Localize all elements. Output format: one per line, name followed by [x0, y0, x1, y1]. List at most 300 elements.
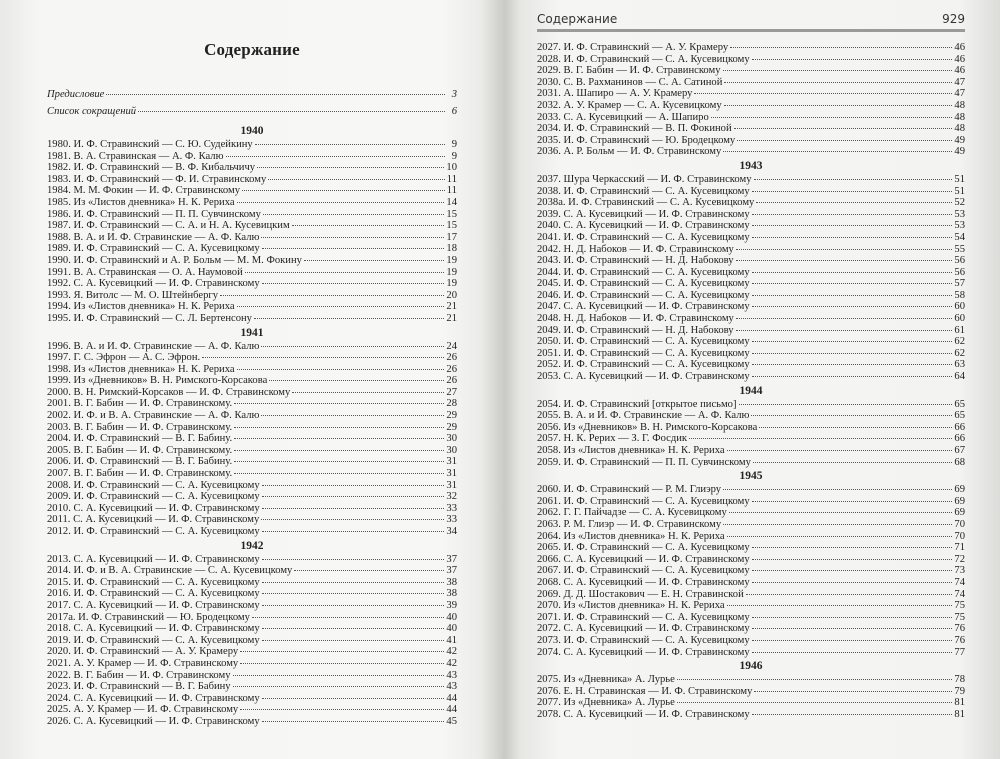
dot-leader	[752, 628, 953, 629]
toc-entry[interactable]	[47, 658, 457, 670]
toc-entry-title: 1985. Из «Листов дневника» Н. К. Рериха	[47, 196, 235, 208]
toc-entry-title: 2067. И. Ф. Стравинский — С. А. Кусевицкому	[537, 565, 750, 577]
toc-entry[interactable]	[537, 709, 965, 721]
toc-entry[interactable]	[537, 135, 965, 147]
toc-entry-title: 2038а. И. Ф. Стравинский — С. А. Кусевицкому	[537, 197, 755, 209]
dot-leader	[752, 559, 953, 560]
dot-leader	[262, 485, 445, 486]
year-section	[537, 159, 965, 383]
toc-entry[interactable]	[537, 531, 965, 543]
toc-entry-page: 72	[954, 553, 965, 565]
dot-leader	[752, 364, 953, 365]
dot-leader	[263, 214, 445, 215]
toc-entry-page: 76	[954, 623, 965, 635]
toc-entry[interactable]	[47, 151, 457, 163]
dot-leader	[252, 617, 444, 618]
toc-entry-page: 57	[954, 278, 965, 290]
toc-entry[interactable]	[47, 503, 457, 515]
dot-leader	[752, 617, 953, 618]
toc-entry[interactable]	[47, 588, 457, 600]
toc-entry-page: 31	[446, 468, 457, 480]
dot-leader	[752, 283, 953, 284]
toc-entry[interactable]	[47, 313, 457, 325]
toc-entry-title: 2037. Шура Черкасский — И. Ф. Стравинскому	[537, 173, 752, 185]
dot-leader	[736, 249, 953, 250]
toc-entry-page: 41	[446, 634, 457, 646]
year-heading: 1944	[739, 384, 763, 397]
toc-entry[interactable]	[537, 635, 965, 647]
toc-entry-title: 2047. С. А. Кусевицкий — И. Ф. Стравинскому	[537, 301, 750, 313]
dot-leader	[262, 721, 445, 722]
toc-entry[interactable]	[47, 422, 457, 434]
toc-entry-page: 62	[954, 347, 965, 359]
toc-entry-page: 26	[446, 375, 457, 387]
toc-entry[interactable]	[537, 54, 965, 66]
toc-entry[interactable]	[537, 371, 965, 383]
toc-entry[interactable]	[47, 232, 457, 244]
toc-entry[interactable]	[537, 325, 965, 337]
toc-entry[interactable]	[47, 185, 457, 197]
toc-entry[interactable]	[537, 244, 965, 256]
toc-entry-title: 2005. В. Г. Бабин — И. Ф. Стравинскому.	[47, 444, 233, 456]
toc-entry[interactable]	[47, 514, 457, 526]
toc-entry-title: 2039. С. А. Кусевицкий — И. Ф. Стравинскому	[537, 208, 750, 220]
toc-entry[interactable]	[47, 456, 457, 468]
year-heading: 1943	[739, 159, 763, 172]
toc-entry-page: 60	[954, 313, 965, 325]
dot-leader	[269, 380, 444, 381]
toc-entry[interactable]	[537, 445, 965, 457]
toc-entry-page: 66	[954, 433, 965, 445]
toc-entry[interactable]	[537, 542, 965, 554]
dot-leader	[724, 82, 952, 83]
toc-entry[interactable]	[537, 197, 965, 209]
dot-leader	[752, 582, 953, 583]
toc-entry[interactable]	[537, 42, 965, 54]
dot-leader	[234, 473, 444, 474]
toc-entry[interactable]	[47, 398, 457, 410]
dot-leader	[233, 675, 445, 676]
toc-entry[interactable]	[47, 267, 457, 279]
toc-entry-title: 2022. В. Г. Бабин — И. Ф. Стравинскому	[47, 669, 231, 681]
toc-entry-title: 2049. И. Ф. Стравинский — Н. Д. Набокову	[537, 324, 734, 336]
year-section	[537, 42, 965, 158]
toc-entry-title: 2050. И. Ф. Стравинский — С. А. Кусевицкому	[537, 336, 750, 348]
toc-entry-page: 19	[446, 254, 457, 266]
dot-leader	[759, 427, 952, 428]
toc-entry-title: 1981. В. А. Стравинская — А. Ф. Калю	[47, 150, 224, 162]
toc-entry-title: 1998. Из «Листов дневника» Н. К. Рериха	[47, 363, 235, 375]
dot-leader	[262, 640, 445, 641]
toc-entry-page: 30	[446, 444, 457, 456]
toc-entry-page: 32	[446, 491, 457, 503]
toc-entry-title: 2009. И. Ф. Стравинский — С. А. Кусевицкому	[47, 491, 260, 503]
toc-entry[interactable]	[47, 554, 457, 566]
toc-entry[interactable]	[537, 507, 965, 519]
year-section	[47, 124, 457, 325]
dot-leader	[261, 519, 444, 520]
dot-leader	[234, 450, 444, 451]
toc-entry-page: 74	[954, 576, 965, 588]
toc-entry-title: 2021. А. У. Крамер — И. Ф. Стравинскому	[47, 657, 239, 669]
toc-entry-title: 1987. И. Ф. Стравинский — С. А. и Н. А. Кусевицким	[47, 220, 290, 232]
year-heading: 1942	[240, 539, 264, 552]
toc-entry-page: 46	[954, 53, 965, 65]
year-section	[47, 326, 457, 538]
toc-entry-title: 1994. Из «Листов дневника» Н. К. Рериха	[47, 301, 235, 313]
dot-leader	[237, 369, 445, 370]
toc-entry-page: 17	[446, 231, 457, 243]
toc-entry[interactable]	[537, 612, 965, 624]
toc-entry-page: 67	[954, 445, 965, 456]
toc-entry-page: 33	[446, 514, 457, 526]
toc-entry[interactable]	[47, 565, 457, 577]
toc-entry-title: 2066. С. А. Кусевицкий — И. Ф. Стравинскому	[537, 553, 750, 565]
toc-entry-title: 2002. И. Ф. и В. А. Стравинские — А. Ф. Калю	[47, 410, 260, 422]
toc-entry-title: 2017. С. А. Кусевицкий — И. Ф. Стравинскому	[47, 599, 260, 611]
toc-entry-page: 46	[954, 42, 965, 53]
dot-leader	[262, 628, 445, 629]
toc-entry-title: 2007. В. Г. Бабин — И. Ф. Стравинскому.	[47, 468, 233, 480]
toc-entry[interactable]	[47, 255, 457, 267]
toc-entry-page: 63	[954, 359, 965, 371]
toc-entry[interactable]	[47, 341, 457, 353]
toc-entry-title: 1983. И. Ф. Стравинский — Ф. И. Стравинскому	[47, 173, 267, 185]
toc-entry[interactable]	[47, 209, 457, 221]
dot-leader	[237, 306, 445, 307]
toc-entry[interactable]	[47, 290, 457, 302]
running-head-title: Содержание	[537, 12, 618, 26]
toc-entry-title: 1990. И. Ф. Стравинский и А. Р. Больм — М. М. Фокину	[47, 254, 302, 266]
dot-leader	[240, 709, 444, 710]
toc-entry-page: 38	[446, 576, 457, 588]
toc-entry[interactable]	[537, 290, 965, 302]
toc-entry[interactable]	[47, 480, 457, 492]
toc-entry[interactable]	[537, 301, 965, 313]
toc-entry[interactable]	[47, 301, 457, 313]
dot-leader	[752, 306, 953, 307]
dot-leader	[138, 111, 445, 112]
toc-entry[interactable]	[47, 162, 457, 174]
toc-entry[interactable]	[537, 674, 965, 686]
toc-entry[interactable]	[537, 220, 965, 232]
toc-entry[interactable]	[537, 232, 965, 244]
toc-entry[interactable]	[47, 243, 457, 255]
toc-entry-page: 37	[446, 565, 457, 577]
toc-entry[interactable]	[47, 600, 457, 612]
toc-entry-title: 2058. Из «Листов дневника» Н. К. Рериха	[537, 445, 725, 456]
toc-entry[interactable]	[537, 313, 965, 325]
toc-entry-page: 75	[954, 600, 965, 612]
toc-entry[interactable]	[537, 359, 965, 371]
toc-entry-title: 2069. Д. Д. Шостакович — Е. Н. Стравинской	[537, 588, 744, 600]
toc-entry-title: 2071. И. Ф. Стравинский — С. А. Кусевицкому	[537, 611, 750, 623]
toc-entry-title: 2038. И. Ф. Стравинский — С. А. Кусевицкому	[537, 185, 750, 197]
toc-entry[interactable]	[47, 681, 457, 693]
toc-entry-page: 14	[446, 196, 457, 208]
toc-entry[interactable]	[537, 267, 965, 279]
toc-sections	[47, 124, 457, 728]
toc-entry[interactable]	[47, 410, 457, 422]
toc-entry-title: 1992. С. А. Кусевицкий — И. Ф. Стравинскому	[47, 278, 260, 290]
toc-entry[interactable]	[47, 364, 457, 376]
toc-entry-page: 79	[954, 685, 965, 697]
toc-entry-page: 73	[954, 565, 965, 577]
toc-entry[interactable]	[537, 123, 965, 135]
page-number: 929	[942, 12, 965, 26]
toc-entry-title: 2075. Из «Дневника» А. Лурье	[537, 674, 675, 686]
toc-entry[interactable]	[537, 496, 965, 508]
dot-leader	[233, 686, 445, 687]
toc-entry-title: 2016. И. Ф. Стравинский — С. А. Кусевицкому	[47, 588, 260, 600]
toc-entry[interactable]	[537, 278, 965, 290]
dot-leader	[677, 679, 953, 680]
toc-entry[interactable]	[537, 112, 965, 124]
toc-entry-title: 2008. И. Ф. Стравинский — С. А. Кусевицкому	[47, 479, 260, 491]
toc-entry-title: 2057. Н. К. Рерих — З. Г. Фосдик	[537, 433, 688, 445]
dot-leader	[689, 438, 952, 439]
toc-entry[interactable]	[537, 457, 965, 469]
toc-entry-title: 1995. И. Ф. Стравинский — С. Л. Бертенсону	[47, 312, 252, 324]
dot-leader	[106, 94, 445, 95]
toc-entry[interactable]	[47, 526, 457, 538]
toc-entry-title: 2011. С. А. Кусевицкий — И. Ф. Стравинскому	[47, 514, 260, 526]
toc-entry[interactable]	[47, 612, 457, 624]
toc-entry[interactable]	[537, 186, 965, 198]
toc-entry[interactable]	[47, 693, 457, 705]
dot-leader	[234, 461, 444, 462]
toc-entry-title: 2004. И. Ф. Стравинский — В. Г. Бабину.	[47, 433, 233, 445]
toc-entry-title: 2073. И. Ф. Стравинский — С. А. Кусевицкому	[537, 634, 750, 646]
toc-entry-page: 51	[954, 173, 965, 185]
toc-entry-title: 2068. С. А. Кусевицкий — И. Ф. Стравинскому	[537, 576, 750, 588]
dot-leader	[752, 353, 953, 354]
toc-entry[interactable]	[537, 589, 965, 601]
toc-entry-page: 44	[446, 704, 457, 716]
dot-leader	[754, 691, 952, 692]
toc-entry[interactable]	[47, 278, 457, 290]
dot-leader	[727, 450, 953, 451]
toc-entry-page: 27	[446, 386, 457, 398]
toc-entry-title: 2074. С. А. Кусевицкий — И. Ф. Стравинскому	[537, 646, 750, 658]
dot-leader	[752, 570, 953, 571]
toc-entry-page: 78	[954, 674, 965, 686]
toc-entry[interactable]	[47, 220, 457, 232]
toc-entry[interactable]	[47, 197, 457, 209]
toc-entry-page: 48	[954, 111, 965, 123]
toc-entry[interactable]	[537, 647, 965, 659]
toc-entry[interactable]	[47, 103, 457, 120]
toc-entry[interactable]	[47, 646, 457, 658]
toc-entry-title: 2062. Г. Г. Пайчадзе — С. А. Кусевицкому	[537, 507, 727, 519]
toc-entry[interactable]	[537, 697, 965, 709]
toc-entry-title: 2077. Из «Дневника» А. Лурье	[537, 697, 675, 709]
toc-entry[interactable]	[47, 670, 457, 682]
toc-entry[interactable]	[537, 65, 965, 77]
dot-leader	[752, 59, 953, 60]
toc-entry[interactable]	[47, 635, 457, 647]
dot-leader	[268, 179, 445, 180]
toc-entry-page: 65	[954, 410, 965, 422]
dot-leader	[752, 640, 953, 641]
toc-entry-page: 39	[446, 599, 457, 611]
toc-entry[interactable]	[47, 139, 457, 151]
toc-entry[interactable]	[537, 554, 965, 566]
toc-entry[interactable]	[47, 577, 457, 589]
year-heading: 1945	[739, 470, 763, 483]
toc-entry-title: 2006. И. Ф. Стравинский — В. Г. Бабину.	[47, 456, 233, 468]
toc-entry[interactable]	[537, 255, 965, 267]
toc-entry-title: 2070. Из «Листов дневника» Н. К. Рериха	[537, 600, 725, 612]
toc-entry[interactable]	[47, 433, 457, 445]
toc-entry-title: 1999. Из «Дневников» В. Н. Римского-Корсакова	[47, 375, 268, 387]
toc-entry-title: 2045. И. Ф. Стравинский — С. А. Кусевицкому	[537, 278, 750, 290]
toc-entry-page: 21	[446, 312, 457, 324]
toc-entry-title: 2046. И. Ф. Стравинский — С. А. Кусевицкому	[537, 289, 750, 301]
dot-leader	[262, 283, 445, 284]
toc-entry[interactable]	[47, 86, 457, 103]
toc-entry[interactable]	[537, 623, 965, 635]
toc-entry[interactable]	[537, 422, 965, 434]
dot-leader	[226, 156, 445, 157]
toc-entry[interactable]	[537, 686, 965, 698]
dot-leader	[723, 489, 952, 490]
dot-leader	[292, 392, 444, 393]
toc-entry-title: 2072. С. А. Кусевицкий — И. Ф. Стравинскому	[537, 623, 750, 635]
dot-leader	[294, 570, 444, 571]
toc-entry-title: 2003. В. Г. Бабин — И. Ф. Стравинскому.	[47, 421, 233, 433]
toc-entry-page: 69	[954, 484, 965, 496]
toc-entry-title: 2024. С. А. Кусевицкий — И. Ф. Стравинскому	[47, 692, 260, 704]
toc-entry-page: 40	[446, 623, 457, 635]
toc-entry-title: 2051. И. Ф. Стравинский — С. А. Кусевицкому	[537, 347, 750, 359]
dot-leader	[240, 663, 444, 664]
toc-entry[interactable]	[537, 410, 965, 422]
toc-entry[interactable]	[47, 174, 457, 186]
toc-entry[interactable]	[537, 577, 965, 589]
toc-sections	[537, 42, 965, 720]
dot-leader	[261, 237, 444, 238]
dot-leader	[234, 438, 444, 439]
toc-entry-page: 3	[451, 89, 457, 100]
toc-entry-page: 54	[954, 231, 965, 243]
toc-entry-page: 58	[954, 289, 965, 301]
toc-entry[interactable]	[537, 100, 965, 112]
toc-entry[interactable]	[47, 445, 457, 457]
toc-entry[interactable]	[537, 600, 965, 612]
toc-entry-title: 2044. И. Ф. Стравинский — С. А. Кусевицкому	[537, 266, 750, 278]
dot-leader	[746, 594, 953, 595]
dot-leader	[754, 179, 953, 180]
toc-entry[interactable]	[47, 704, 457, 716]
dot-leader	[752, 376, 953, 377]
toc-entry-page: 61	[954, 324, 965, 336]
toc-entry[interactable]	[537, 433, 965, 445]
toc-entry-title: 2064. Из «Листов дневника» Н. К. Рериха	[537, 530, 725, 542]
toc-entry[interactable]	[537, 174, 965, 186]
toc-entry[interactable]	[537, 519, 965, 531]
toc-entry-page: 76	[954, 634, 965, 646]
toc-entry-title: 2017а. И. Ф. Стравинский — Ю. Бродецкому	[47, 611, 250, 623]
toc-entry-title: 2036. А. Р. Больм — И. Ф. Стравинскому	[537, 146, 722, 158]
toc-entry-title: 2030. С. В. Рахманинов — С. А. Сатиной	[537, 76, 723, 88]
dot-leader	[751, 415, 952, 416]
toc-entry[interactable]	[47, 375, 457, 387]
toc-entry[interactable]	[537, 336, 965, 348]
toc-entry-title: 2031. А. Шапиро — А. У. Крамеру	[537, 88, 693, 100]
year-heading: 1946	[739, 660, 763, 673]
toc-entry[interactable]	[47, 387, 457, 399]
toc-entry[interactable]	[47, 491, 457, 503]
toc-entry-page: 56	[954, 255, 965, 267]
toc-entry[interactable]	[537, 209, 965, 221]
dot-leader	[677, 702, 953, 703]
dot-leader	[723, 151, 952, 152]
dot-leader	[245, 272, 445, 273]
dot-leader	[304, 260, 444, 261]
toc-entry-title: 2052. И. Ф. Стравинский — С. А. Кусевицкому	[537, 359, 750, 371]
toc-entry-title: 2020. И. Ф. Стравинский — А. У. Крамеру	[47, 646, 239, 658]
toc-entry-page: 46	[954, 65, 965, 77]
toc-entry-page: 15	[446, 208, 457, 220]
toc-entry-page: 37	[446, 553, 457, 565]
toc-entry-page: 9	[451, 150, 457, 162]
toc-entry-page: 38	[446, 588, 457, 600]
toc-entry[interactable]	[47, 468, 457, 480]
toc-entry[interactable]	[47, 352, 457, 364]
toc-entry[interactable]	[537, 565, 965, 577]
toc-entry-page: 74	[954, 588, 965, 600]
toc-entry-title: 1988. В. А. и И. Ф. Стравинские — А. Ф. Калю	[47, 231, 260, 243]
toc-entry-page: 77	[954, 646, 965, 658]
dot-leader	[711, 117, 953, 118]
toc-entry-page: 18	[446, 243, 457, 255]
toc-entry-page: 9	[451, 139, 457, 150]
toc-entry-title: 2040. С. А. Кусевицкий — И. Ф. Стравинскому	[537, 220, 750, 232]
dot-leader	[262, 593, 445, 594]
toc-entry[interactable]	[537, 146, 965, 158]
toc-entry-page: 48	[954, 99, 965, 111]
toc-entry-title: 2027. И. Ф. Стравинский — А. У. Крамеру	[537, 42, 729, 53]
toc-entry-title: 2026. С. А. Кусевицкий — И. Ф. Стравинскому	[47, 715, 260, 727]
toc-entry[interactable]	[537, 484, 965, 496]
toc-entry-page: 65	[954, 398, 965, 410]
dot-leader	[729, 512, 953, 513]
toc-entry[interactable]	[537, 77, 965, 89]
toc-entry[interactable]	[537, 348, 965, 360]
toc-entry-title: 1989. И. Ф. Стравинский — С. А. Кусевицкому	[47, 243, 260, 255]
toc-entry[interactable]	[537, 88, 965, 100]
toc-entry-title: 1986. И. Ф. Стравинский — П. П. Сувчинскому	[47, 208, 261, 220]
toc-entry[interactable]	[47, 623, 457, 635]
toc-entry-title: 1980. И. Ф. Стравинский — С. Ю. Судейкину	[47, 139, 253, 150]
dot-leader	[220, 295, 444, 296]
toc-entry-page: 71	[954, 542, 965, 554]
toc-entry-title: 2078. С. А. Кусевицкий — И. Ф. Стравинскому	[537, 708, 750, 720]
toc-entry-page: 19	[446, 278, 457, 290]
toc-entry-title: 1993. Я. Витолс — М. О. Штейнбергу	[47, 289, 219, 301]
dot-leader	[723, 524, 952, 525]
toc-entry-page: 68	[954, 456, 965, 468]
toc-entry-page: 56	[954, 266, 965, 278]
toc-entry-title: 2056. Из «Дневников» В. Н. Римского-Корсакова	[537, 421, 758, 433]
toc-entry-page: 43	[446, 669, 457, 681]
toc-entry[interactable]	[47, 716, 457, 728]
toc-entry-title: 2025. А. У. Крамер — И. Ф. Стравинскому	[47, 704, 239, 716]
dot-leader	[262, 698, 445, 699]
dot-leader	[730, 47, 952, 48]
toc-entry[interactable]	[537, 399, 965, 411]
